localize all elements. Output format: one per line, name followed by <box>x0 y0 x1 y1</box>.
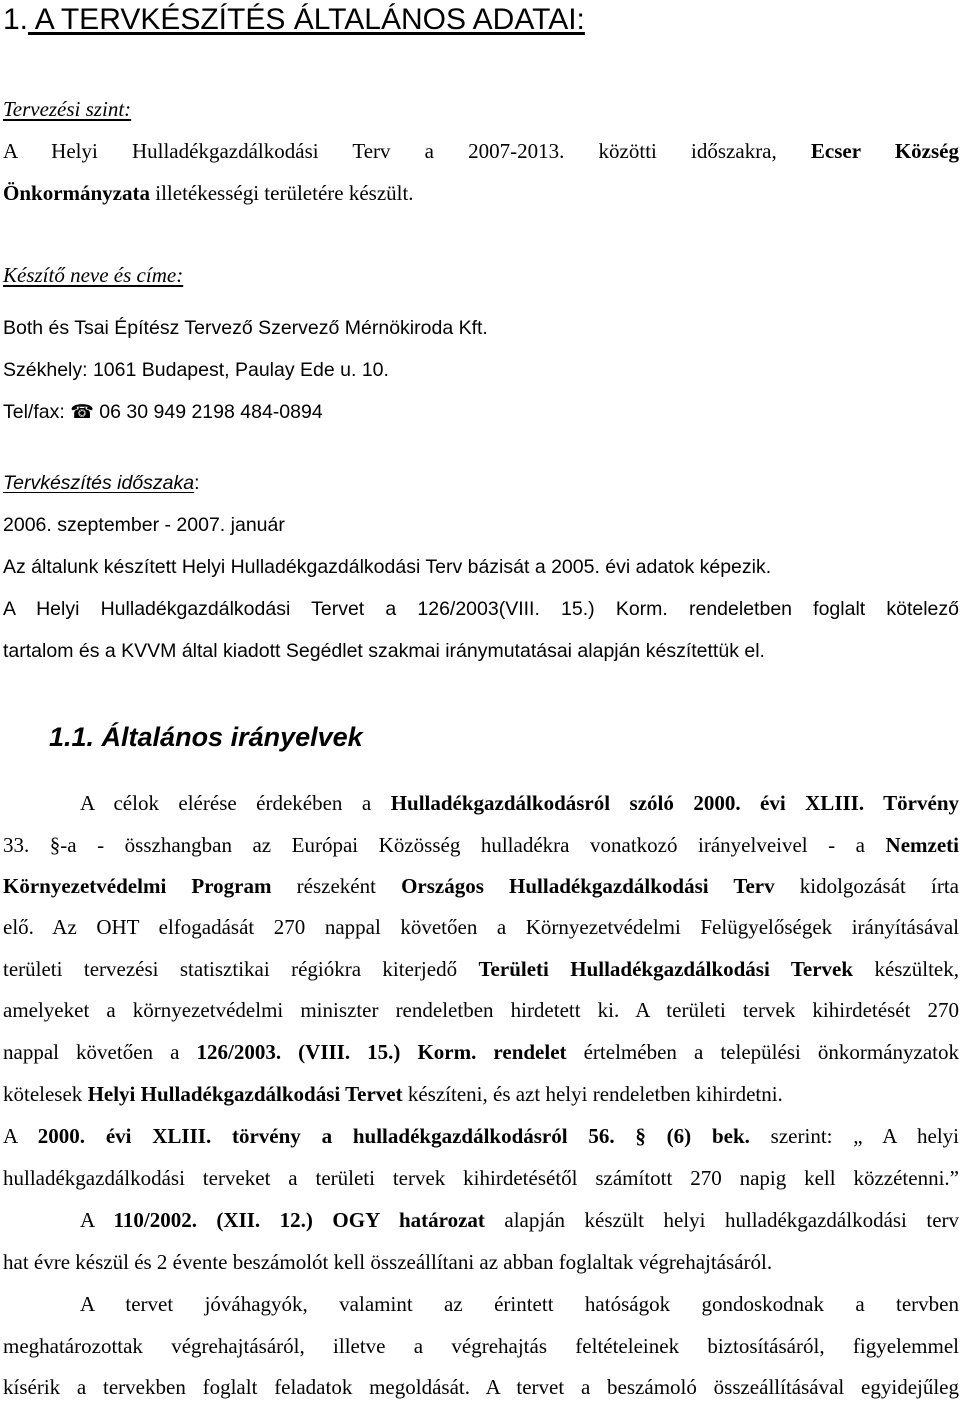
body-line-7: nappal követően a 126/2003. (VIII. 15.) Korm. rendelet értelmében a települési önkormányzatok <box>3 1040 960 1064</box>
period-dates: 2006. szeptember - 2007. január <box>3 514 285 536</box>
section-heading: 1.1. Általános irányelvek <box>49 722 363 752</box>
period-label: Tervkészítés időszaka: <box>3 472 200 494</box>
planning-level-line-2: Önkormányzata illetékességi területére készült. <box>3 181 414 205</box>
body-line-4: elő. Az OHT elfogadását 270 nappal követően a Környezetvédelmi Felügyelőségek irányításával <box>3 915 959 939</box>
planning-level-line-1: A Helyi Hulladékgazdálkodási Terv a 2007-2013. közötti időszakra, Ecser Község <box>3 139 959 163</box>
chapter-number: 1. <box>3 3 29 36</box>
chapter-heading <box>3 2 959 38</box>
body-line-11: A 110/2002. (XII. 12.) OGY határozat alapján készült helyi hulladékgazdálkodási terv <box>80 1208 960 1232</box>
author-label: Készítő neve és címe: <box>3 263 184 287</box>
body-line-10: hulladékgazdálkodási terveket a területi tervek kihirdetésétől számított 270 napig kell közzétenni.” <box>3 1166 959 1190</box>
body-line-15: kísérik a tervekben foglalt feladatok megoldását. A tervet a beszámoló összeállításával egyidejűleg <box>3 1375 959 1399</box>
body-line-9: A 2000. évi XLIII. törvény a hulladékgazdálkodásról 56. § (6) bek. szerint: „ A helyi <box>3 1124 959 1148</box>
body-line-8: kötelesek Helyi Hulladékgazdálkodási Tervet készíteni, és azt helyi rendeletben kihirdetni. <box>3 1082 783 1106</box>
period-basis: Az általunk készített Helyi Hulladékgazdálkodási Terv bázisát a 2005. évi adatok képezik. <box>3 556 772 578</box>
chapter-title: A TERVKÉSZÍTÉS ÁLTALÁNOS ADATAI: <box>28 3 585 36</box>
body-line-5: területi tervezési statisztikai régiókra kiterjedő Területi Hulladékgazdálkodási Tervek készültek, <box>3 957 959 981</box>
body-line-13: A tervet jóváhagyók, valamint az érintett hatóságok gondoskodnak a tervben <box>80 1292 959 1316</box>
body-line-12: hat évre készül és 2 évente beszámolót kell összeállítani az abban foglaltak végrehajtásáról. <box>3 1250 773 1274</box>
author-seat: Székhely: 1061 Budapest, Paulay Ede u. 10. <box>3 359 389 381</box>
body-line-2: 33. §-a - összhangban az Európai Közösség hulladékra vonatkozó irányelveivel - a Nemzeti <box>3 833 959 857</box>
telephone-icon: ☎ <box>70 402 94 423</box>
author-company: Both és Tsai Építész Tervező Szervező Mérnökiroda Kft. <box>3 317 488 339</box>
body-line-1: A célok elérése érdekében a Hulladékgazdálkodásról szóló 2000. évi XLIII. Törvény <box>80 791 959 815</box>
body-line-14: meghatározottak végrehajtásáról, illetve a végrehajtás feltételeinek biztosításáról, figyelemmel <box>3 1334 959 1358</box>
body-line-6: amelyeket a környezetvédelmi miniszter rendeletben hirdetett ki. A területi tervek kihirdetését 270 <box>3 998 959 1022</box>
author-phone: Tel/fax: ☎ 06 30 949 2198 484-0894 <box>3 401 323 423</box>
period-regulation-line-2: tartalom és a KVVM által kiadott Segédlet szakmai iránymutatásai alapján készítettük el. <box>3 640 765 662</box>
body-line-3: Környezetvédelmi Program részeként Országos Hulladékgazdálkodási Terv kidolgozását írta <box>3 874 959 898</box>
planning-level-label: Tervezési szint: <box>3 97 132 121</box>
period-regulation-line-1: A Helyi Hulladékgazdálkodási Tervet a 126/2003(VIII. 15.) Korm. rendeletben foglalt kötelező <box>3 598 959 620</box>
